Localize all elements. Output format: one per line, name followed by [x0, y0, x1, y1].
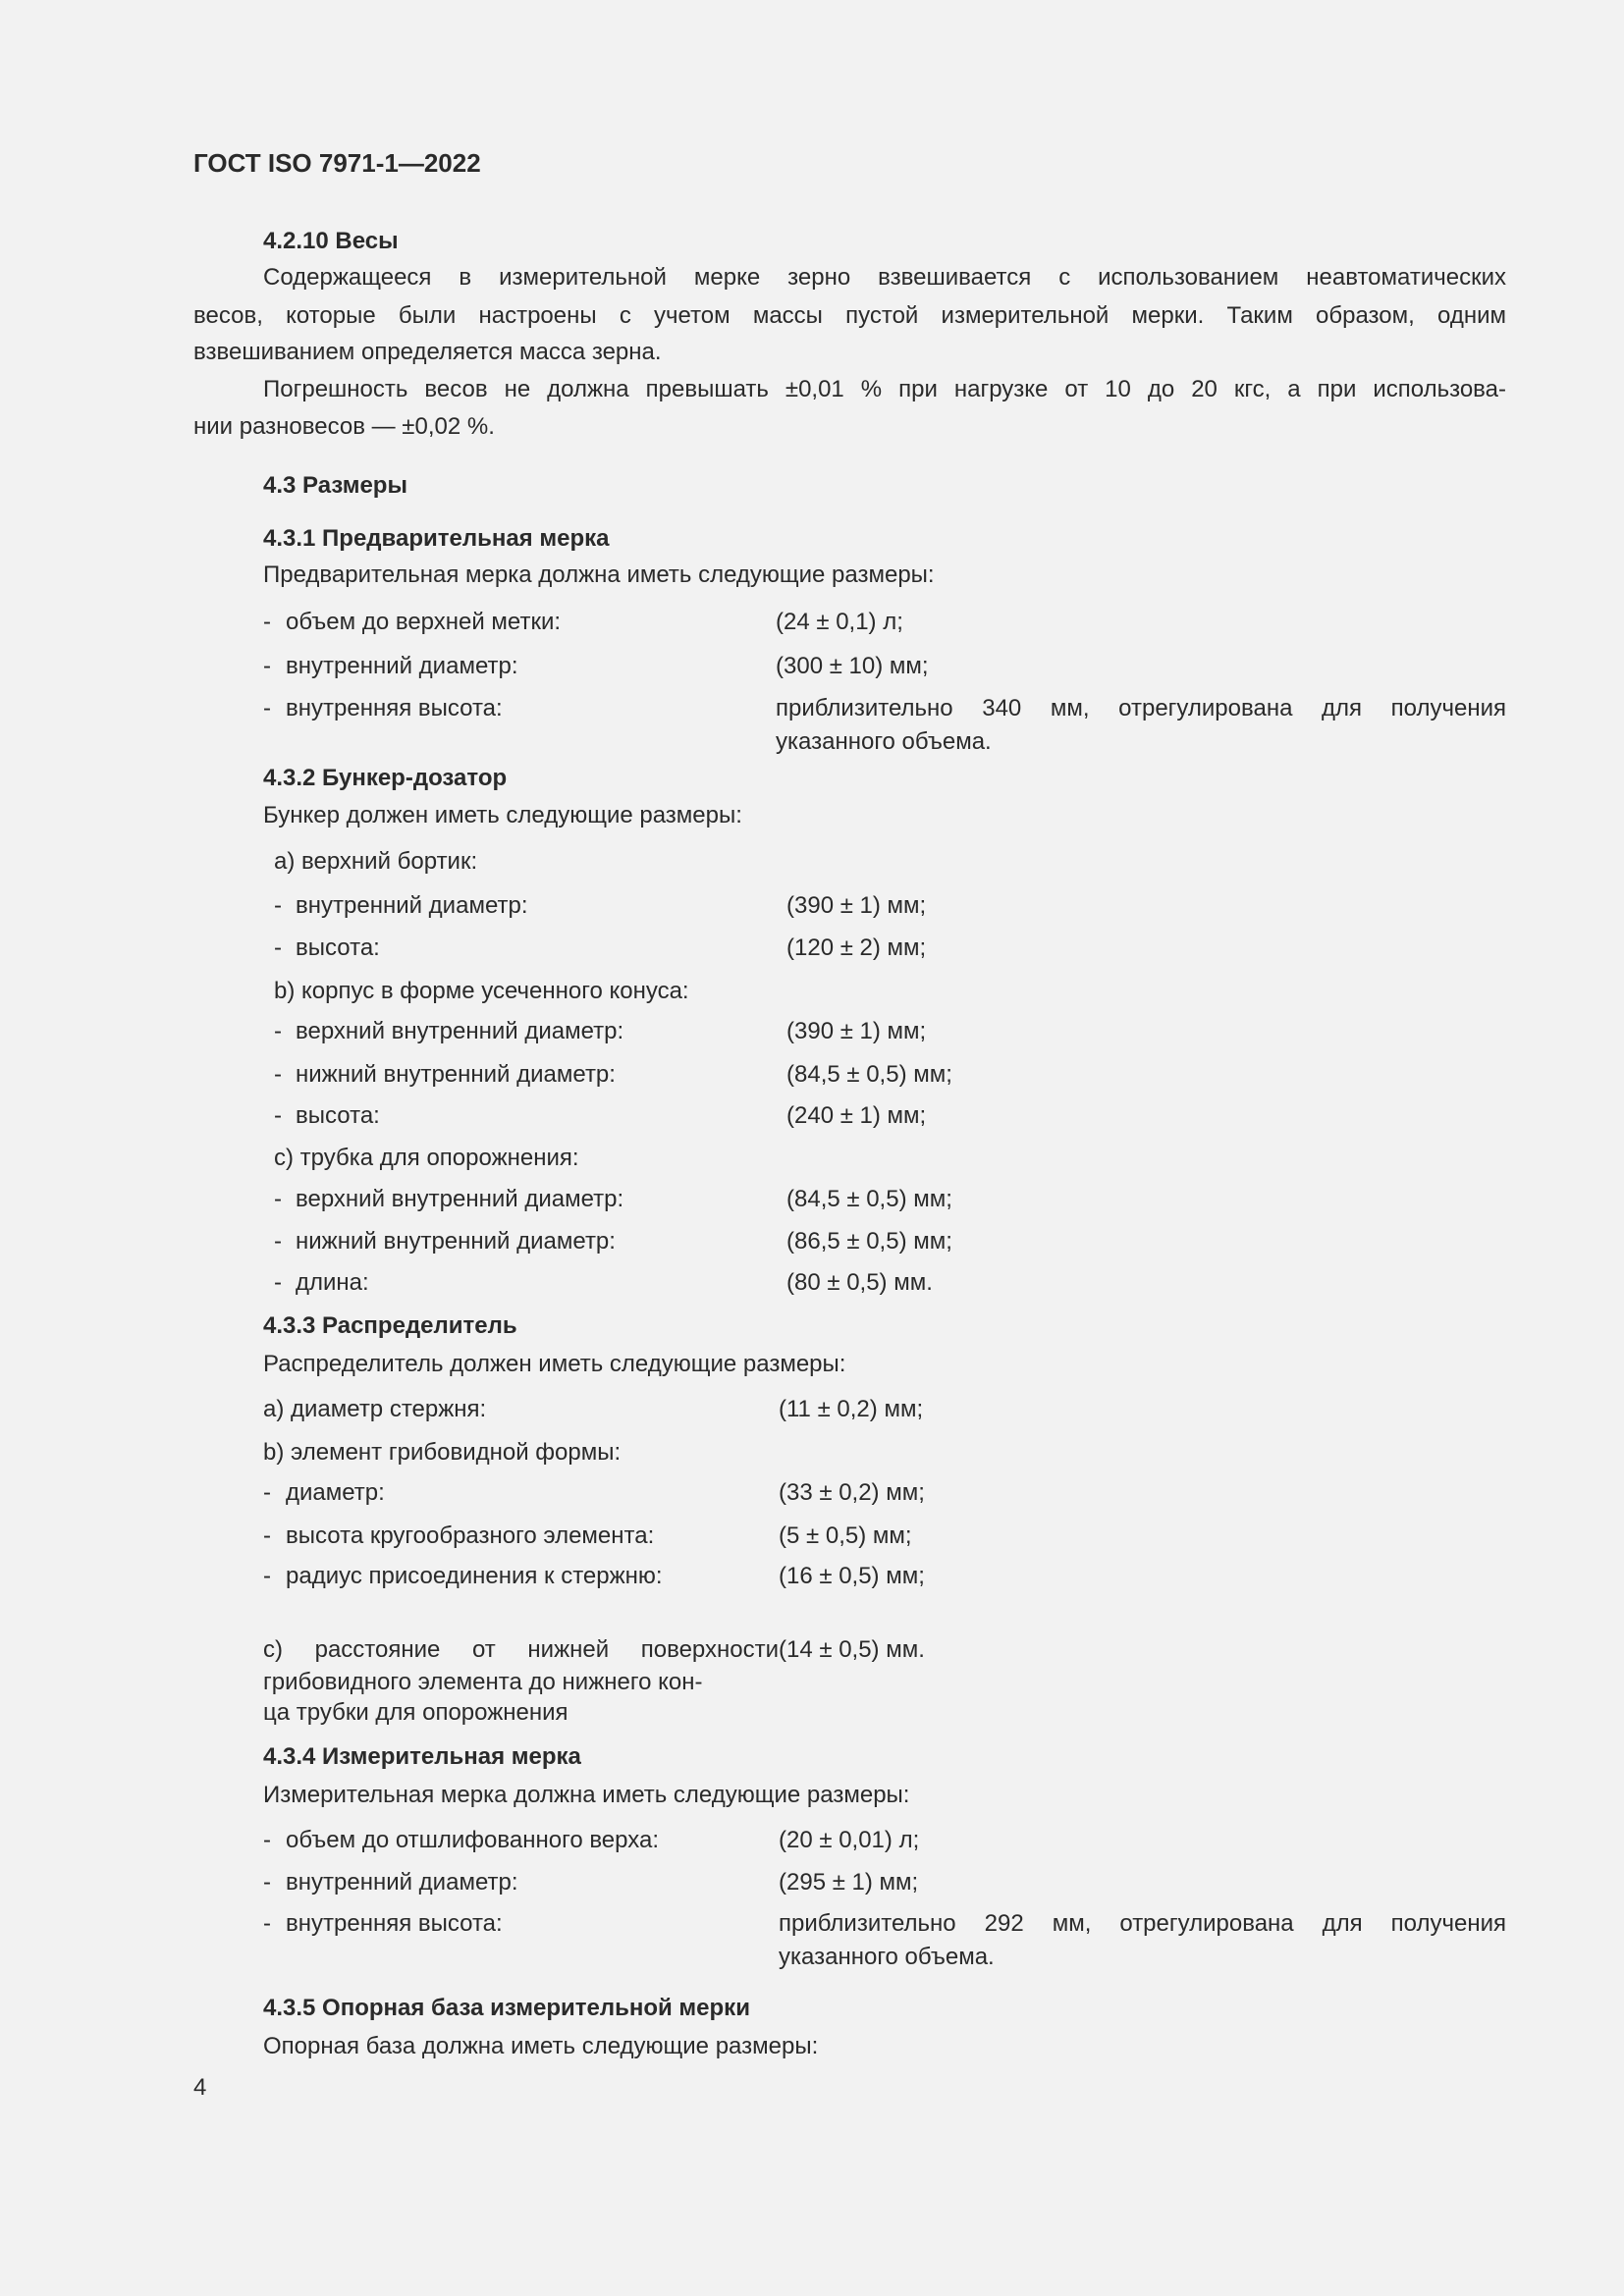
item-value: (24 ± 0,1) л; — [776, 609, 903, 635]
item-label: нижний внутренний диаметр: — [296, 1061, 616, 1088]
list-dash: - — [274, 1061, 282, 1088]
item-label: внутренняя высота: — [286, 695, 503, 721]
section-intro: Опорная база должна иметь следующие размеры: — [263, 2033, 819, 2059]
item-value: (86,5 ± 0,5) мм; — [786, 1228, 952, 1255]
paragraph-line: Погрешность весов не должна превышать ±0,01 % при нагрузке от 10 до 20 кгс, а при использова- — [263, 376, 1506, 402]
item-label: внутренняя высота: — [286, 1910, 503, 1937]
page-number: 4 — [193, 2074, 207, 2101]
item-label-cont: ца трубки для опорожнения — [263, 1699, 568, 1726]
item-label: внутренний диаметр: — [296, 892, 528, 919]
list-dash: - — [274, 892, 282, 919]
item-label: c) расстояние от нижней поверхности — [263, 1636, 779, 1663]
item-value: (80 ± 0,5) мм. — [786, 1269, 933, 1296]
item-label: внутренний диаметр: — [286, 1869, 518, 1896]
paragraph-line: нии разновесов — ±0,02 %. — [193, 413, 495, 440]
item-value: (11 ± 0,2) мм; — [779, 1396, 924, 1422]
item-label: диаметр: — [286, 1479, 385, 1506]
item-label: верхний внутренний диаметр: — [296, 1018, 624, 1044]
item-value: (84,5 ± 0,5) мм; — [786, 1061, 952, 1088]
item-label: верхний внутренний диаметр: — [296, 1186, 624, 1212]
item-label-cont: грибовидного элемента до нижнего кон- — [263, 1669, 703, 1695]
section-intro: Предварительная мерка должна иметь следующие размеры: — [263, 561, 935, 588]
sublist-heading: c) трубка для опорожнения: — [274, 1145, 579, 1171]
paragraph-line: Содержащееся в измерительной мерке зерно взвешивается с использованием неавтоматических — [263, 264, 1506, 291]
list-dash: - — [274, 1186, 282, 1212]
item-value: (5 ± 0,5) мм; — [779, 1522, 912, 1549]
section-intro: Измерительная мерка должна иметь следующие размеры: — [263, 1782, 910, 1808]
paragraph-line: взвешиванием определяется масса зерна. — [193, 339, 662, 365]
item-label: объем до отшлифованного верха: — [286, 1827, 659, 1853]
item-value: (295 ± 1) мм; — [779, 1869, 919, 1896]
item-value-cont: указанного объема. — [776, 728, 992, 755]
section-intro: Бункер должен иметь следующие размеры: — [263, 802, 742, 828]
section-heading-4-3-4: 4.3.4 Измерительная мерка — [263, 1743, 581, 1770]
document-header: ГОСТ ISO 7971-1—2022 — [193, 148, 481, 178]
item-label: внутренний диаметр: — [286, 653, 518, 679]
section-intro: Распределитель должен иметь следующие размеры: — [263, 1351, 846, 1377]
item-label: объем до верхней метки: — [286, 609, 562, 635]
section-heading-4-3-1: 4.3.1 Предварительная мерка — [263, 525, 610, 552]
item-value: (300 ± 10) мм; — [776, 653, 929, 679]
item-label: высота: — [296, 934, 380, 961]
item-value-cont: указанного объема. — [779, 1944, 995, 1970]
item-value: (33 ± 0,2) мм; — [779, 1479, 925, 1506]
list-dash: - — [263, 1563, 271, 1589]
list-dash: - — [263, 1910, 271, 1937]
section-heading-4-3-3: 4.3.3 Распределитель — [263, 1312, 517, 1339]
item-value: (16 ± 0,5) мм; — [779, 1563, 925, 1589]
item-value: (240 ± 1) мм; — [786, 1102, 927, 1129]
section-heading-4-2-10: 4.2.10 Весы — [263, 228, 399, 254]
list-dash: - — [263, 695, 271, 721]
section-heading-4-3-5: 4.3.5 Опорная база измерительной мерки — [263, 1995, 750, 2021]
item-label: a) диаметр стержня: — [263, 1396, 487, 1422]
list-dash: - — [274, 1102, 282, 1129]
list-dash: - — [263, 609, 271, 635]
list-dash: - — [274, 1228, 282, 1255]
sublist-heading: b) корпус в форме усеченного конуса: — [274, 978, 689, 1004]
item-label: нижний внутренний диаметр: — [296, 1228, 616, 1255]
item-label: высота кругообразного элемента: — [286, 1522, 655, 1549]
list-dash: - — [263, 1479, 271, 1506]
section-heading-4-3: 4.3 Размеры — [263, 472, 407, 499]
list-dash: - — [263, 1869, 271, 1896]
list-dash: - — [274, 934, 282, 961]
item-value: приблизительно 340 мм, отрегулирована для получения — [776, 695, 1506, 721]
item-value: (120 ± 2) мм; — [786, 934, 927, 961]
item-value: (84,5 ± 0,5) мм; — [786, 1186, 952, 1212]
sublist-heading: a) верхний бортик: — [274, 848, 478, 875]
item-value: (390 ± 1) мм; — [786, 892, 927, 919]
sublist-heading: b) элемент грибовидной формы: — [263, 1439, 622, 1466]
list-dash: - — [274, 1018, 282, 1044]
paragraph-line: весов, которые были настроены с учетом массы пустой измерительной мерки. Таким образом, одним — [193, 302, 1506, 329]
item-value: (20 ± 0,01) л; — [779, 1827, 920, 1853]
section-heading-4-3-2: 4.3.2 Бункер-дозатор — [263, 765, 508, 791]
item-value: (390 ± 1) мм; — [786, 1018, 927, 1044]
item-label: радиус присоединения к стержню: — [286, 1563, 663, 1589]
item-value: (14 ± 0,5) мм. — [779, 1636, 925, 1663]
list-dash: - — [263, 653, 271, 679]
list-dash: - — [263, 1522, 271, 1549]
item-label: высота: — [296, 1102, 380, 1129]
list-dash: - — [263, 1827, 271, 1853]
item-label: длина: — [296, 1269, 369, 1296]
list-dash: - — [274, 1269, 282, 1296]
item-value: приблизительно 292 мм, отрегулирована для получения — [779, 1910, 1506, 1937]
